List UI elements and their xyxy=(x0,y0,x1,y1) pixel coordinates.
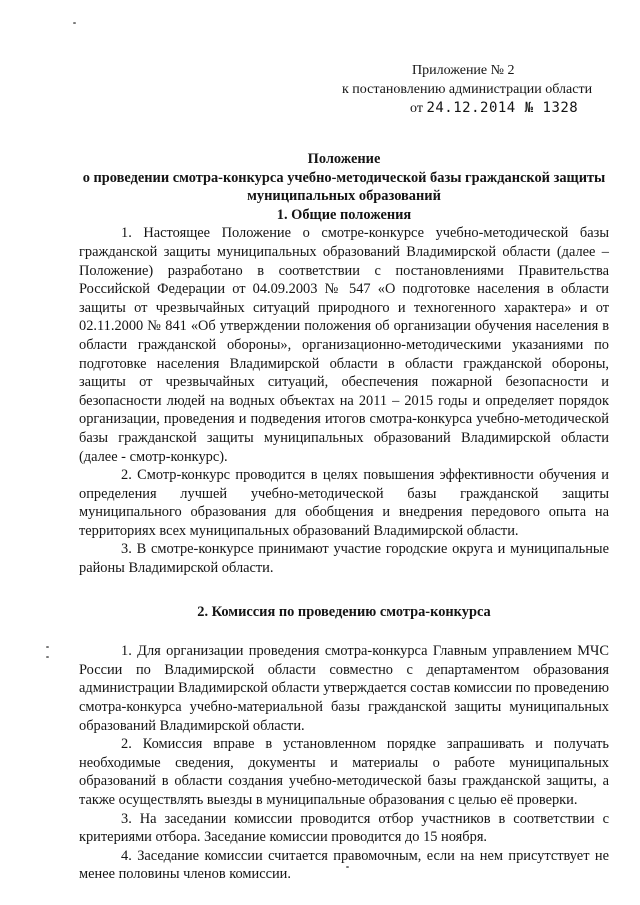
decree-reference: к постановлению администрации области xyxy=(342,82,593,97)
document-title xyxy=(79,150,609,224)
scan-speck xyxy=(346,866,349,868)
section-1-title: 1. Общие положения xyxy=(276,206,412,223)
section-2-paragraph-2: 2. Комиссия вправе в установленном порядке запрашивать и получать необходимые сведения, документы и материалы о работе муниципальных образований в области создания учебно-методической базы гражданской защиты, а также осуществлять выезды в муниципальные образования с целью её проверки. xyxy=(79,736,609,808)
appendix-number: Приложение № 2 xyxy=(412,63,515,78)
section-1-paragraph-1: 1. Настоящее Положение о смотре-конкурсе учебно-методической базы гражданской защиты муниципальных образований Владимирской области (далее – Положение) разработано в соответствии с постановлениями Правительства Российской Федерации от 04.09.2003 № 547 «О подготовке населения в области защиты от чрезвычайных ситуаций природного и техногенного характера» и от 02.11.2000 № 841 «Об утверждении положения об организации обучения населения в области гражданской обороны», организационно-методическими указаниями по подготовке населения Владимирской области в области гражданской обороны, защиты от чрезвычайных ситуаций, обеспечения пожарной безопасности и безопасности людей на водных объектах на 2011 – 2015 годы и определяет порядок организации, проведения и подведения итогов смотра-конкурса учебно-методической базы гражданской защиты муниципальных образований Владимирской области (далее - смотр-конкурс). xyxy=(79,225,609,465)
scan-speck xyxy=(73,22,76,24)
decree-date-line xyxy=(330,99,605,118)
document-body xyxy=(79,150,609,884)
title-word: Положение xyxy=(307,151,381,167)
section-2-paragraph-4: 4. Заседание комиссии считается правомочным, если на нем присутствует не менее половины членов комиссии. xyxy=(79,847,609,883)
section-2-paragraph-3: 3. На заседании комиссии проводится отбор участников в соответствии с критериями отбора. Заседание комиссии проводится до 15 ноября. xyxy=(79,810,609,846)
decree-date-stamp: 24.12.2014 № 1328 xyxy=(426,100,579,116)
section-2-title: 2. Комиссия по проведению смотра-конкурса xyxy=(197,603,491,620)
section-1-paragraph-2: 2. Смотр-конкурс проводится в целях повышения эффективности обучения и определения лучшей учебно-методической базы гражданской защиты муниципального образования для обобщения и внедрения передового опыта на территориях всех муниципальных образований Владимирской области. xyxy=(79,467,609,539)
date-prefix: от xyxy=(410,101,423,116)
section-2-paragraph-1: 1. Для организации проведения смотра-конкурса Главным управлением МЧС России по Владимирской области совместно с департаментом образования администрации Владимирской области утверждается состав комиссии по проведению смотра-конкурса учебно-материальной базы гражданской защиты муниципальных образований Владимирской области. xyxy=(79,643,609,734)
scan-speck xyxy=(46,646,49,648)
appendix-header xyxy=(330,61,605,118)
title-line-2: муниципальных образований xyxy=(247,188,441,205)
section-1-paragraph-3: 3. В смотре-конкурсе принимают участие городские округа и муниципальные районы Владимирской области. xyxy=(79,541,609,577)
title-line-1: о проведении смотра-конкурса учебно-методической базы гражданской защиты xyxy=(82,169,606,186)
scan-speck xyxy=(46,656,49,658)
